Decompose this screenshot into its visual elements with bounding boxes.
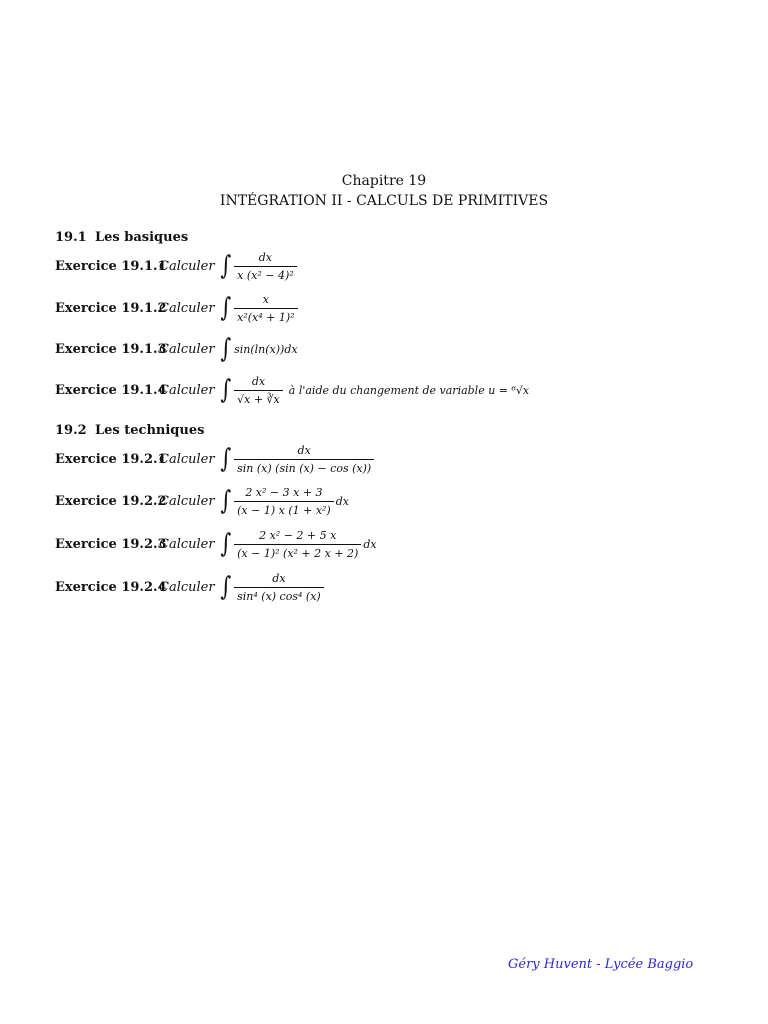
integral-sign: ∫ <box>219 486 231 516</box>
integrand-fraction <box>234 375 283 406</box>
exercise-verb: Calculer <box>159 493 215 509</box>
integrand-fraction <box>234 486 334 517</box>
integral-sign: ∫ <box>219 529 231 559</box>
exercise-verb: Calculer <box>159 579 215 595</box>
integral-sign: ∫ <box>219 444 231 474</box>
integrand-fraction <box>234 293 297 324</box>
section-number: 19.1 <box>55 230 87 245</box>
exercise-verb: Calculer <box>159 382 215 398</box>
numerator: dx <box>258 250 272 264</box>
denominator: sin (x) (sin (x) − cos (x)) <box>234 459 374 475</box>
numerator: dx <box>251 374 266 388</box>
section-title: Les basiques <box>95 230 189 245</box>
integrand-fraction <box>234 444 374 475</box>
integral-sign: ∫ <box>219 334 231 364</box>
exercise-item <box>55 288 298 328</box>
section-title: Les techniques <box>95 423 205 438</box>
section-heading <box>55 423 204 438</box>
section-heading <box>55 230 188 245</box>
numerator: 2 x² − 2 + 5 x <box>259 528 337 542</box>
denominator: (x − 1) x (1 + x²) <box>234 501 334 517</box>
denominator: sin⁴ (x) cos⁴ (x) <box>234 587 324 603</box>
exercise-note: à l'aide du changement de variable u = ⁶√x <box>288 383 530 397</box>
denominator: x (x² − 4)² <box>234 266 297 282</box>
chapter-number: Chapitre 19 <box>341 173 427 189</box>
denominator: √x + ∛x <box>234 390 283 406</box>
exercise-verb: Calculer <box>159 536 215 552</box>
integrand-fraction <box>234 529 361 560</box>
exercise-label: Exercice 19.2.1 <box>55 451 167 467</box>
integrand-fraction <box>234 572 324 603</box>
differential: dx <box>335 494 349 508</box>
exercise-item <box>55 524 377 564</box>
exercise-label: Exercice 19.1.2 <box>55 300 167 316</box>
exercise-verb: Calculer <box>159 451 215 467</box>
section-number: 19.2 <box>55 423 87 438</box>
exercise-label: Exercice 19.2.4 <box>55 579 167 595</box>
chapter-title: INTÉGRATION II - CALCULS DE PRIMITIVES <box>219 193 549 209</box>
integrand-fraction <box>234 251 297 282</box>
denominator: (x − 1)² (x² + 2 x + 2) <box>234 544 361 560</box>
exercise-label: Exercice 19.1.3 <box>55 341 167 357</box>
numerator: x <box>262 292 269 306</box>
denominator: x²(x⁴ + 1)² <box>234 308 297 324</box>
differential: dx <box>363 537 377 551</box>
integral-sign: ∫ <box>219 251 231 281</box>
exercise-verb: Calculer <box>159 300 215 316</box>
numerator: 2 x² − 3 x + 3 <box>245 485 323 499</box>
integrand-expression: sin(ln(x))dx <box>234 342 298 356</box>
exercise-label: Exercice 19.1.1 <box>55 258 167 274</box>
footer-author: Géry Huvent - Lycée Baggio <box>508 957 694 972</box>
exercise-item <box>55 481 349 521</box>
exercise-verb: Calculer <box>159 341 215 357</box>
exercise-verb: Calculer <box>159 258 215 274</box>
numerator: dx <box>297 443 311 457</box>
exercise-item <box>55 329 298 369</box>
integral-sign: ∫ <box>219 375 231 405</box>
exercise-label: Exercice 19.1.4 <box>55 382 167 398</box>
integral-sign: ∫ <box>219 572 231 602</box>
numerator: dx <box>272 571 286 585</box>
exercise-item <box>55 567 324 607</box>
exercise-item <box>55 370 529 410</box>
exercise-label: Exercice 19.2.2 <box>55 493 167 509</box>
integral-sign: ∫ <box>219 293 231 323</box>
exercise-item <box>55 439 374 479</box>
exercise-label: Exercice 19.2.3 <box>55 536 167 552</box>
exercise-item <box>55 246 297 286</box>
